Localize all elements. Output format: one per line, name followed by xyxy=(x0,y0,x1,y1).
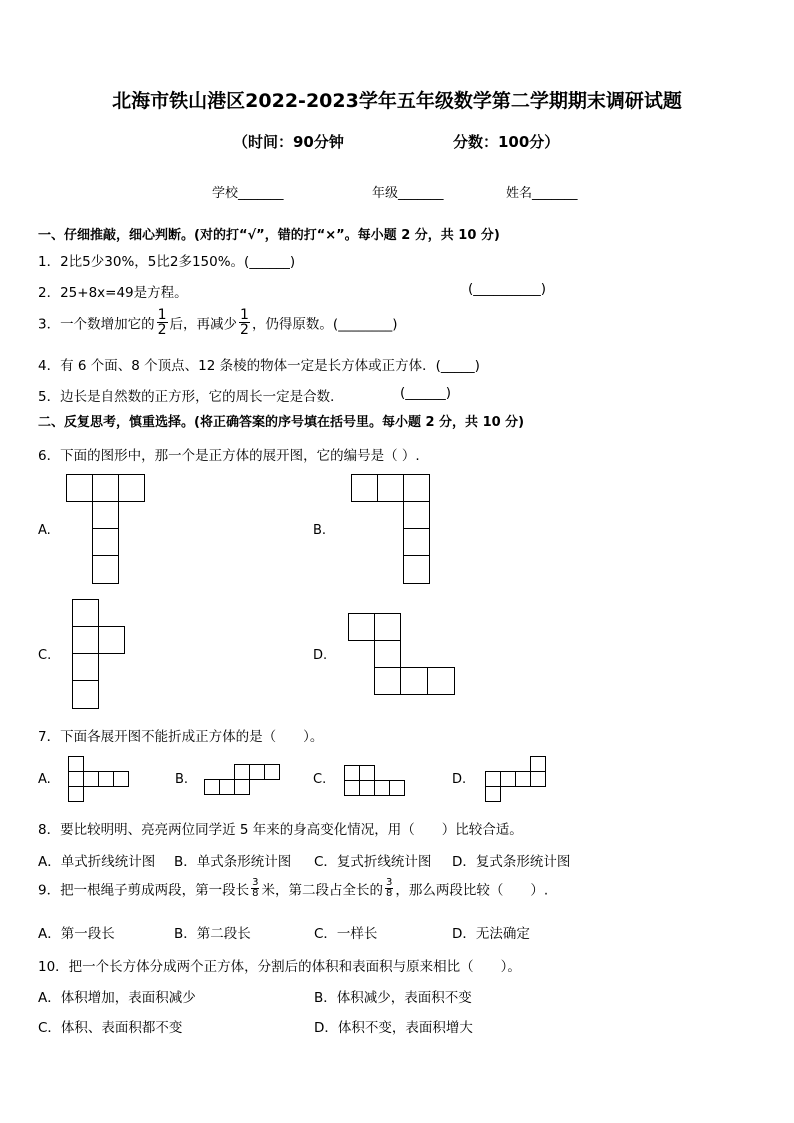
q8-option-b: B．单式条形统计图 xyxy=(174,854,292,870)
net-cell xyxy=(98,771,114,787)
fraction-three-eighths xyxy=(251,878,259,899)
net-cell xyxy=(427,667,455,695)
q9-option-c: C．一样长 xyxy=(314,926,378,942)
question-9-text-a: 9．把一根绳子剪成两段，第一段长 xyxy=(38,882,250,899)
net-cell xyxy=(530,756,546,772)
fraction-denominator: 8 xyxy=(385,888,393,899)
net-cell xyxy=(403,501,430,529)
fraction-one-half xyxy=(157,308,168,337)
question-4: 4．有 6 个面、8 个顶点、12 条棱的物体一定是长方体或正方体．(_____) xyxy=(38,358,480,374)
net-cell xyxy=(515,771,531,787)
question-9-text-c: ，那么两段比较（ ）. xyxy=(395,882,549,899)
net-cell xyxy=(485,786,501,802)
net-cell xyxy=(68,786,84,802)
question-3 xyxy=(38,308,397,337)
option-a-label: A. xyxy=(38,523,51,538)
net-cell xyxy=(348,613,375,641)
exam-time: （时间：90分钟 xyxy=(233,133,344,151)
question-3-text-a: 3．一个数增加它的 xyxy=(38,316,155,333)
net-cell xyxy=(92,555,119,584)
question-7: 7．下面各展开图不能折成正方体的是（ ）。 xyxy=(38,729,324,745)
fraction-numerator: 1 xyxy=(157,307,167,323)
q9-option-a: A．第一段长 xyxy=(38,926,115,942)
school-field: 学校_______ xyxy=(212,186,284,201)
question-1: 1．2比5少30%，5比2多150%。(______) xyxy=(38,254,296,270)
net-cell xyxy=(344,780,360,796)
net-cell xyxy=(234,764,250,780)
question-9-text-b: 米，第二段占全长的 xyxy=(261,882,383,899)
q9-option-d: D．无法确定 xyxy=(452,926,530,942)
q8-option-c: C．复式折线统计图 xyxy=(314,854,432,870)
net-cell xyxy=(204,779,220,795)
net-cell xyxy=(359,765,375,781)
q10-option-a: A．体积增加，表面积减少 xyxy=(38,990,196,1006)
net-cell xyxy=(92,501,119,529)
net-cell xyxy=(530,771,546,787)
section-2-heading: 二、反复思考，慎重选择。(将正确答案的序号填在括号里。每小题 2 分，共 10 分) xyxy=(38,415,525,430)
net-cell xyxy=(249,764,265,780)
page-title: 北海市铁山港区2022-2023学年五年级数学第二学期期末调研试题 xyxy=(112,90,682,112)
net-cell xyxy=(83,771,99,787)
q10-option-c: C．体积、表面积都不变 xyxy=(38,1020,183,1036)
net-cell xyxy=(68,756,84,772)
net-cell xyxy=(72,653,99,681)
question-2: 2．25+8x=49是方程。 xyxy=(38,285,188,301)
grade-field: 年级_______ xyxy=(372,186,444,201)
question-2-blank: (__________) xyxy=(468,281,547,297)
net-cell xyxy=(389,780,405,796)
fraction-denominator: 2 xyxy=(157,322,167,338)
fraction-one-half xyxy=(239,308,250,337)
net-cell xyxy=(374,640,401,668)
fraction-three-eighths xyxy=(385,878,393,899)
fraction-numerator: 3 xyxy=(385,877,393,888)
net-cell xyxy=(344,765,360,781)
question-5-blank: (______) xyxy=(400,385,452,401)
option-b-label: B. xyxy=(313,523,327,538)
net-cell xyxy=(92,528,119,556)
question-3-text-b: 后，再减少 xyxy=(169,316,238,333)
question-3-text-c: ，仍得原数。(________) xyxy=(251,316,398,333)
net-cell xyxy=(359,780,375,796)
fraction-numerator: 1 xyxy=(240,307,249,323)
net-cell xyxy=(118,474,145,502)
net-cell xyxy=(500,771,516,787)
net-cell xyxy=(374,613,401,641)
net-cell xyxy=(264,764,280,780)
net-cell xyxy=(403,528,430,556)
q9-option-b: B．第二段长 xyxy=(174,926,251,942)
fraction-denominator: 2 xyxy=(240,322,249,338)
question-9 xyxy=(38,878,548,899)
q7-option-a-label: A. xyxy=(38,772,51,787)
net-cell xyxy=(92,474,119,502)
exam-score: 分数：100分） xyxy=(453,133,560,151)
option-c-label: C. xyxy=(38,648,52,663)
net-cell xyxy=(485,771,501,787)
net-cell xyxy=(403,555,430,584)
net-cell xyxy=(66,474,93,502)
net-cell xyxy=(234,779,250,795)
fraction-numerator: 3 xyxy=(252,877,259,888)
q7-option-c-label: C. xyxy=(313,772,327,787)
q7-option-d-label: D. xyxy=(452,772,467,787)
q10-option-b: B．体积减少，表面积不变 xyxy=(314,990,472,1006)
option-d-label: D. xyxy=(313,648,328,663)
question-8: 8．要比较明明、亮亮两位同学近 5 年来的身高变化情况，用（ ）比较合适。 xyxy=(38,822,523,838)
question-10: 10．把一个长方体分成两个正方体，分割后的体积和表面积与原来相比（ ）。 xyxy=(38,959,521,975)
q7-option-b-label: B. xyxy=(175,772,189,787)
fraction-denominator: 8 xyxy=(252,888,259,899)
net-cell xyxy=(98,626,125,654)
net-cell xyxy=(374,667,401,695)
q10-option-d: D．体积不变，表面积增大 xyxy=(314,1020,473,1036)
q8-option-a: A．单式折线统计图 xyxy=(38,854,156,870)
net-cell xyxy=(403,474,430,502)
net-cell xyxy=(351,474,378,502)
net-cell xyxy=(68,771,84,787)
net-cell xyxy=(374,780,390,796)
net-cell xyxy=(113,771,129,787)
net-cell xyxy=(72,626,99,654)
net-cell xyxy=(377,474,404,502)
q8-option-d: D．复式条形统计图 xyxy=(452,854,571,870)
question-6: 6．下面的图形中，那一个是正方体的展开图，它的编号是（ ）. xyxy=(38,448,420,464)
net-cell xyxy=(400,667,428,695)
name-field: 姓名_______ xyxy=(506,186,578,201)
net-cell xyxy=(72,680,99,709)
question-5: 5．边长是自然数的正方形，它的周长一定是合数． xyxy=(38,389,344,405)
net-cell xyxy=(219,779,235,795)
net-cell xyxy=(72,599,99,627)
section-1-heading: 一、仔细推敲，细心判断。(对的打“√”，错的打“×”。每小题 2 分，共 10 分) xyxy=(38,228,500,243)
